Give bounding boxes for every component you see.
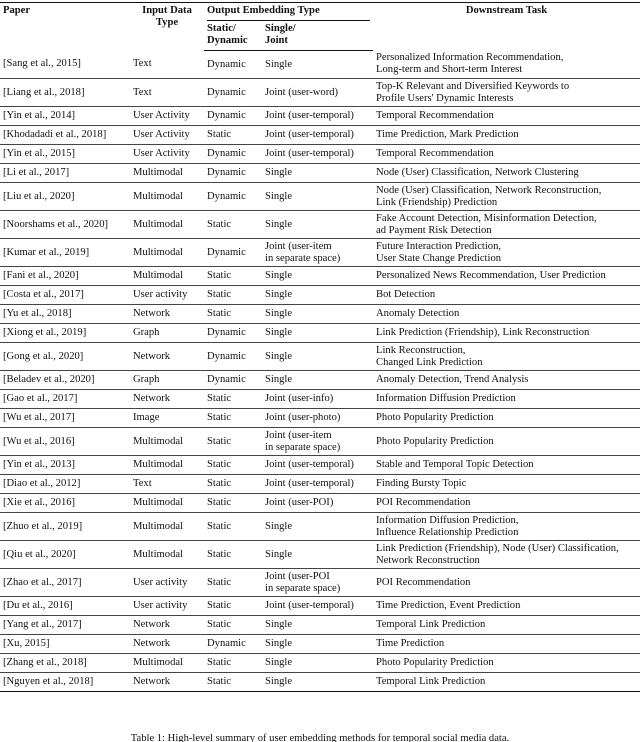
table-row — [0, 513, 640, 541]
cell-static-dynamic: Static — [204, 456, 262, 475]
cell-single-joint — [262, 371, 373, 390]
cell-static-dynamic: Static — [204, 597, 262, 616]
downstream-task-line: Finding Bursty Topic — [376, 478, 467, 489]
downstream-task-line: Information Diffusion Prediction, — [376, 514, 519, 526]
table-row — [0, 456, 640, 475]
cell-static-dynamic: Static — [204, 654, 262, 673]
downstream-task-line: Link (Friendship) Prediction — [376, 196, 498, 208]
single-joint-line: in separate space) — [265, 252, 341, 264]
cell-downstream-task — [373, 494, 640, 513]
downstream-task-line: Temporal Recommendation — [376, 110, 494, 121]
cell-input-type: Multimodal — [130, 494, 204, 513]
cell-static-dynamic: Dynamic — [204, 79, 262, 107]
cell-paper: [Gong et al., 2020] — [0, 343, 130, 371]
single-joint-line: Joint (user-item — [265, 429, 332, 441]
cell-input-type: Multimodal — [130, 428, 204, 456]
downstream-task-line: Time Prediction — [376, 638, 445, 649]
downstream-task-line: Changed Link Prediction — [376, 356, 483, 368]
cell-static-dynamic: Dynamic — [204, 107, 262, 126]
cell-downstream-task — [373, 79, 640, 107]
cell-downstream-task — [373, 286, 640, 305]
cell-downstream-task — [373, 107, 640, 126]
downstream-task-line: Temporal Link Prediction — [376, 619, 486, 630]
cell-downstream-task — [373, 183, 640, 211]
cell-paper: [Beladev et al., 2020] — [0, 371, 130, 390]
single-joint-line: Joint (user-POI — [265, 570, 330, 582]
cell-paper: [Liu et al., 2020] — [0, 183, 130, 211]
downstream-task-line: Link Prediction (Friendship), Link Reconstruction — [376, 327, 590, 338]
cell-input-type: Multimodal — [130, 513, 204, 541]
downstream-task-line: Photo Popularity Prediction — [376, 657, 494, 668]
cell-input-type: Multimodal — [130, 183, 204, 211]
table-row — [0, 343, 640, 371]
single-joint-line: Joint (user-item — [265, 240, 332, 252]
cell-input-type: Multimodal — [130, 267, 204, 286]
single-joint-line: Joint (user-temporal) — [265, 148, 354, 159]
table-row — [0, 211, 640, 239]
cell-downstream-task — [373, 409, 640, 428]
single-joint-line: Joint (user-temporal) — [265, 110, 354, 121]
cell-static-dynamic: Static — [204, 286, 262, 305]
table-row — [0, 475, 640, 494]
single-joint-line: Single — [265, 289, 293, 300]
cell-static-dynamic: Dynamic — [204, 324, 262, 343]
cell-downstream-task — [373, 635, 640, 654]
cell-paper: [Nguyen et al., 2018] — [0, 673, 130, 692]
cell-input-type: Network — [130, 616, 204, 635]
downstream-task-line: Anomaly Detection — [376, 308, 460, 319]
single-joint-line: Joint (user-info) — [265, 393, 334, 404]
cell-single-joint — [262, 513, 373, 541]
downstream-task-line: Long-term and Short-term Interest — [376, 64, 523, 76]
cell-static-dynamic: Static — [204, 569, 262, 597]
cell-single-joint — [262, 494, 373, 513]
table-row — [0, 541, 640, 569]
single-joint-line: Single — [265, 190, 293, 202]
cell-input-type: Text — [130, 79, 204, 107]
cell-single-joint — [262, 597, 373, 616]
cell-paper: [Liang et al., 2018] — [0, 79, 130, 107]
table-row — [0, 635, 640, 654]
downstream-task-line: Fake Account Detection, Misinformation Detection, — [376, 212, 597, 224]
cell-downstream-task — [373, 126, 640, 145]
cell-paper: [Zhuo et al., 2019] — [0, 513, 130, 541]
single-joint-line: Single — [265, 58, 293, 70]
downstream-task-line: Bot Detection — [376, 289, 436, 300]
cell-static-dynamic: Dynamic — [204, 343, 262, 371]
table-row — [0, 324, 640, 343]
downstream-task-line: Photo Popularity Prediction — [376, 435, 494, 447]
cell-paper: [Wu et al., 2017] — [0, 409, 130, 428]
cell-single-joint — [262, 164, 373, 183]
cell-paper: [Costa et al., 2017] — [0, 286, 130, 305]
cell-paper: [Xie et al., 2016] — [0, 494, 130, 513]
cell-static-dynamic: Static — [204, 126, 262, 145]
cell-single-joint — [262, 126, 373, 145]
cell-single-joint — [262, 456, 373, 475]
single-joint-line: Single — [265, 548, 293, 560]
header-single-joint-text: Single/ Joint — [265, 23, 296, 46]
cell-single-joint — [262, 635, 373, 654]
single-joint-line: Single — [265, 327, 293, 338]
cell-input-type: Text — [130, 51, 204, 79]
cell-paper: [Du et al., 2016] — [0, 597, 130, 616]
downstream-task-line: ad Payment Risk Detection — [376, 224, 492, 236]
single-joint-line: Single — [265, 676, 293, 687]
cell-single-joint — [262, 654, 373, 673]
table-row — [0, 654, 640, 673]
single-joint-line: Joint (user-temporal) — [265, 459, 354, 470]
cell-single-joint — [262, 211, 373, 239]
downstream-task-line: Time Prediction, Event Prediction — [376, 600, 521, 611]
downstream-task-line: Link Reconstruction, — [376, 344, 466, 356]
cell-static-dynamic: Dynamic — [204, 51, 262, 79]
table-row — [0, 126, 640, 145]
cell-downstream-task — [373, 324, 640, 343]
cell-downstream-task — [373, 145, 640, 164]
cell-downstream-task — [373, 428, 640, 456]
cell-paper: [Yin et al., 2015] — [0, 145, 130, 164]
cell-single-joint — [262, 324, 373, 343]
cell-static-dynamic: Static — [204, 673, 262, 692]
cell-paper: [Yin et al., 2013] — [0, 456, 130, 475]
cell-paper: [Noorshams et al., 2020] — [0, 211, 130, 239]
single-joint-line: Single — [265, 374, 293, 385]
table-row — [0, 494, 640, 513]
cell-single-joint — [262, 541, 373, 569]
cell-input-type: Graph — [130, 324, 204, 343]
cell-downstream-task — [373, 616, 640, 635]
table-row — [0, 616, 640, 635]
cell-input-type: User activity — [130, 569, 204, 597]
downstream-task-line: Temporal Link Prediction — [376, 676, 486, 687]
cell-single-joint — [262, 145, 373, 164]
downstream-task-line: Node (User) Classification, Network Clustering — [376, 167, 579, 178]
header-paper: Paper — [0, 3, 130, 51]
table-row — [0, 305, 640, 324]
table-row — [0, 673, 640, 692]
table-row — [0, 390, 640, 409]
cell-single-joint — [262, 239, 373, 267]
cell-downstream-task — [373, 390, 640, 409]
header-input-type — [130, 3, 204, 51]
cell-single-joint — [262, 79, 373, 107]
single-joint-line: Joint (user-temporal) — [265, 600, 354, 611]
cell-input-type: Network — [130, 673, 204, 692]
cell-downstream-task — [373, 267, 640, 286]
cell-single-joint — [262, 475, 373, 494]
downstream-task-line: Node (User) Classification, Network Reconstruction, — [376, 184, 602, 196]
cell-input-type: Multimodal — [130, 211, 204, 239]
single-joint-line: Single — [265, 270, 293, 281]
cell-static-dynamic: Static — [204, 390, 262, 409]
cell-input-type: Multimodal — [130, 239, 204, 267]
cell-paper: [Diao et al., 2012] — [0, 475, 130, 494]
cell-input-type: User Activity — [130, 107, 204, 126]
cell-input-type: User activity — [130, 286, 204, 305]
cell-paper: [Yang et al., 2017] — [0, 616, 130, 635]
single-joint-line: Single — [265, 520, 293, 532]
cell-static-dynamic: Dynamic — [204, 183, 262, 211]
cell-single-joint — [262, 428, 373, 456]
downstream-task-line: Personalized Information Recommendation, — [376, 52, 564, 64]
single-joint-line: in separate space) — [265, 582, 341, 594]
cell-paper: [Yu et al., 2018] — [0, 305, 130, 324]
cell-downstream-task — [373, 456, 640, 475]
cell-downstream-task — [373, 371, 640, 390]
cell-paper: [Li et al., 2017] — [0, 164, 130, 183]
cell-input-type: Graph — [130, 371, 204, 390]
downstream-task-line: Anomaly Detection, Trend Analysis — [376, 374, 529, 385]
table-caption: Table 1: High-level summary of user embedding methods for temporal social media data. — [130, 733, 510, 742]
single-joint-line: Joint (user-POI) — [265, 497, 334, 508]
cell-downstream-task — [373, 211, 640, 239]
cell-input-type: User Activity — [130, 126, 204, 145]
cell-paper: [Zhao et al., 2017] — [0, 569, 130, 597]
cell-static-dynamic: Static — [204, 305, 262, 324]
downstream-task-line: Stable and Temporal Topic Detection — [376, 459, 534, 470]
downstream-task-line: Personalized News Recommendation, User Prediction — [376, 270, 606, 281]
table-row — [0, 409, 640, 428]
downstream-task-line: Information Diffusion Prediction — [376, 393, 516, 404]
single-joint-line: Joint (user-photo) — [265, 412, 341, 423]
cell-static-dynamic: Static — [204, 211, 262, 239]
cell-downstream-task — [373, 569, 640, 597]
header-static-dynamic-text: Static/ Dynamic — [207, 23, 248, 46]
table-body — [0, 51, 640, 692]
cell-static-dynamic: Static — [204, 428, 262, 456]
table-row — [0, 145, 640, 164]
single-joint-line: Joint (user-temporal) — [265, 478, 354, 489]
header-downstream-task: Downstream Task — [373, 3, 640, 51]
cell-input-type: Image — [130, 409, 204, 428]
downstream-task-line: Photo Popularity Prediction — [376, 412, 494, 423]
cell-paper: [Xiong et al., 2019] — [0, 324, 130, 343]
cell-paper: [Zhang et al., 2018] — [0, 654, 130, 673]
cell-paper: [Kumar et al., 2019] — [0, 239, 130, 267]
cell-downstream-task — [373, 164, 640, 183]
cell-input-type: Multimodal — [130, 164, 204, 183]
single-joint-line: Joint (user-word) — [265, 86, 339, 98]
cell-input-type: Multimodal — [130, 541, 204, 569]
cell-static-dynamic: Static — [204, 267, 262, 286]
cell-static-dynamic: Static — [204, 513, 262, 541]
cell-static-dynamic: Dynamic — [204, 145, 262, 164]
cell-single-joint — [262, 390, 373, 409]
cell-paper: [Yin et al., 2014] — [0, 107, 130, 126]
cell-input-type: Network — [130, 635, 204, 654]
cell-downstream-task — [373, 513, 640, 541]
cell-downstream-task — [373, 239, 640, 267]
table-row — [0, 51, 640, 79]
single-joint-line: Single — [265, 619, 293, 630]
downstream-task-line: Future Interaction Prediction, — [376, 240, 502, 252]
table-row — [0, 371, 640, 390]
downstream-task-line: Time Prediction, Mark Prediction — [376, 129, 519, 140]
single-joint-line: Single — [265, 167, 293, 178]
cell-paper: [Gao et al., 2017] — [0, 390, 130, 409]
downstream-task-line: User State Change Prediction — [376, 252, 502, 264]
single-joint-line: Single — [265, 350, 293, 362]
cell-single-joint — [262, 409, 373, 428]
single-joint-line: Single — [265, 638, 293, 649]
summary-table — [0, 2, 640, 692]
table-row — [0, 569, 640, 597]
single-joint-line: Single — [265, 657, 293, 668]
cell-input-type: User Activity — [130, 145, 204, 164]
downstream-task-line: Influence Relationship Prediction — [376, 526, 519, 538]
cell-downstream-task — [373, 305, 640, 324]
cell-paper: [Sang et al., 2015] — [0, 51, 130, 79]
cell-input-type: Network — [130, 305, 204, 324]
cell-static-dynamic: Dynamic — [204, 371, 262, 390]
cell-single-joint — [262, 267, 373, 286]
cell-paper: [Xu, 2015] — [0, 635, 130, 654]
table-row — [0, 183, 640, 211]
cell-input-type: Network — [130, 390, 204, 409]
cell-static-dynamic: Dynamic — [204, 239, 262, 267]
downstream-task-line: Profile Users' Dynamic Interests — [376, 92, 514, 104]
cell-input-type: User activity — [130, 597, 204, 616]
cell-single-joint — [262, 51, 373, 79]
single-joint-line: Single — [265, 308, 293, 319]
single-joint-line: Joint (user-temporal) — [265, 129, 354, 140]
table-row — [0, 597, 640, 616]
single-joint-line: in separate space) — [265, 441, 341, 453]
cell-paper: [Khodadadi et al., 2018] — [0, 126, 130, 145]
table-row — [0, 79, 640, 107]
header-static-dynamic — [204, 22, 262, 51]
cell-paper: [Qiu et al., 2020] — [0, 541, 130, 569]
cell-input-type: Network — [130, 343, 204, 371]
cell-single-joint — [262, 305, 373, 324]
downstream-task-line: Network Reconstruction — [376, 554, 480, 566]
cell-downstream-task — [373, 597, 640, 616]
downstream-task-line: Link Prediction (Friendship), Node (User) Classification, — [376, 542, 619, 554]
cell-single-joint — [262, 286, 373, 305]
downstream-task-line: POI Recommendation — [376, 576, 471, 588]
cell-input-type: Text — [130, 475, 204, 494]
cell-single-joint — [262, 616, 373, 635]
cell-downstream-task — [373, 673, 640, 692]
cell-static-dynamic: Static — [204, 409, 262, 428]
cell-single-joint — [262, 569, 373, 597]
cell-single-joint — [262, 107, 373, 126]
cell-paper: [Wu et al., 2016] — [0, 428, 130, 456]
cell-static-dynamic: Static — [204, 541, 262, 569]
table-row — [0, 286, 640, 305]
table-row — [0, 164, 640, 183]
cell-static-dynamic: Dynamic — [204, 164, 262, 183]
cell-downstream-task — [373, 541, 640, 569]
table-row — [0, 428, 640, 456]
table-row — [0, 107, 640, 126]
downstream-task-line: POI Recommendation — [376, 497, 471, 508]
cell-single-joint — [262, 343, 373, 371]
single-joint-line: Single — [265, 218, 293, 230]
table-row — [0, 267, 640, 286]
cell-downstream-task — [373, 343, 640, 371]
header-output-group-text: Output Embedding Type — [207, 5, 320, 16]
cell-static-dynamic: Static — [204, 494, 262, 513]
cell-input-type: Multimodal — [130, 456, 204, 475]
header-input-type-text: Input Data Type — [142, 5, 192, 28]
header-output-embedding-type — [204, 3, 373, 23]
cell-downstream-task — [373, 654, 640, 673]
cell-input-type: Multimodal — [130, 654, 204, 673]
cell-static-dynamic: Static — [204, 475, 262, 494]
downstream-task-line: Temporal Recommendation — [376, 148, 494, 159]
cell-downstream-task — [373, 475, 640, 494]
cell-single-joint — [262, 673, 373, 692]
downstream-task-line: Top-K Relevant and Diversified Keywords to — [376, 80, 570, 92]
header-single-joint — [262, 22, 373, 51]
cell-paper: [Fani et al., 2020] — [0, 267, 130, 286]
cell-downstream-task — [373, 51, 640, 79]
cell-single-joint — [262, 183, 373, 211]
table-row — [0, 239, 640, 267]
cell-static-dynamic: Dynamic — [204, 635, 262, 654]
cell-static-dynamic: Static — [204, 616, 262, 635]
